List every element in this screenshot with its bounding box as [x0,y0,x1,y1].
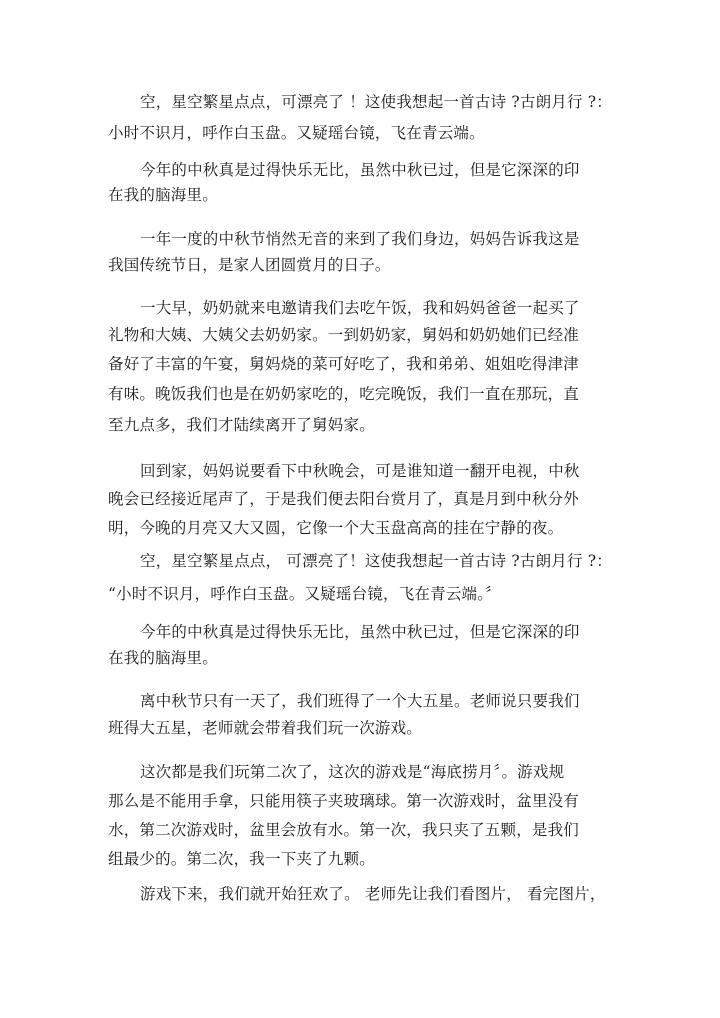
text-line: 空，星空繁星点点， 可漂亮了！这使我想起一首古诗 ?古朗月行 ?： [140,552,613,570]
text-line: 在我的脑海里。 [108,649,218,667]
text-line: 那么是不能用手拿，只能用筷子夹玻璃球。第一次游戏时，盆里没有 [108,792,580,810]
text-line: 空，星空繁星点点，可漂亮了 ！这使我想起一首古诗 ?古朗月行 ?： [140,93,613,111]
text-line: 有味。晚饭我们也是在奶奶家吃的，吃完晚饭，我们一直在那玩，直 [108,385,580,403]
text-line: 一年一度的中秋节悄然无音的来到了我们身边，妈妈告诉我这是 [140,230,580,248]
text-line: 今年的中秋真是过得快乐无比，虽然中秋已过，但是它深深的印 [140,623,580,641]
text-line: 这次都是我们玩第二次了，这次的游戏是“海底捞月〞。游戏规 [140,763,565,781]
text-line: 班得大五星，老师就会带着我们玩一次游戏。 [108,719,423,737]
text-line: 明，今晚的月亮又大又圆，它像一个大玉盘高高的挂在宁静的夜。 [108,519,564,537]
text-line: 我国传统节日，是家人团圆赏月的日子。 [108,256,391,274]
text-line: 离中秋节只有一天了，我们班得了一个大五星。老师说只要我们 [140,692,580,710]
text-line: 备好了丰富的午宴，舅妈烧的菜可好吃了，我和弟弟、姐姐吃得津津 [108,355,580,373]
text-line: 小时不识月，呼作白玉盘。又疑瑶台镜，飞在青云端。 [108,124,485,142]
text-line: 组最少的。第二次，我一下夹了九颗。 [108,850,375,868]
text-line: 礼物和大姨、大姨父去奶奶家。一到奶奶家，舅妈和奶奶她们已经准 [108,326,580,344]
text-line: 在我的脑海里。 [108,186,218,204]
text-line: “小时不识月，呼作白玉盘。又疑瑶台镜，飞在青云端。〞 [108,585,501,603]
text-line: 水，第二次游戏时，盆里会放有水。第一次，我只夹了五颗，是我们 [108,821,580,839]
text-line: 至九点多，我们才陆续离开了舅妈家。 [108,416,375,434]
text-line: 游戏下来，我们就开始狂欢了。 老师先让我们看图片， 看完图片， [140,885,606,903]
text-line: 回到家，妈妈说要看下中秋晚会，可是谁知道一翻开电视，中秋 [140,462,580,480]
text-line: 今年的中秋真是过得快乐无比，虽然中秋已过，但是它深深的印 [140,161,580,179]
text-line: 一大早，奶奶就来电邀请我们去吃午饭，我和妈妈爸爸一起买了 [140,299,580,317]
text-line: 晚会已经接近尾声了，于是我们便去阳台赏月了，真是月到中秋分外 [108,490,580,508]
